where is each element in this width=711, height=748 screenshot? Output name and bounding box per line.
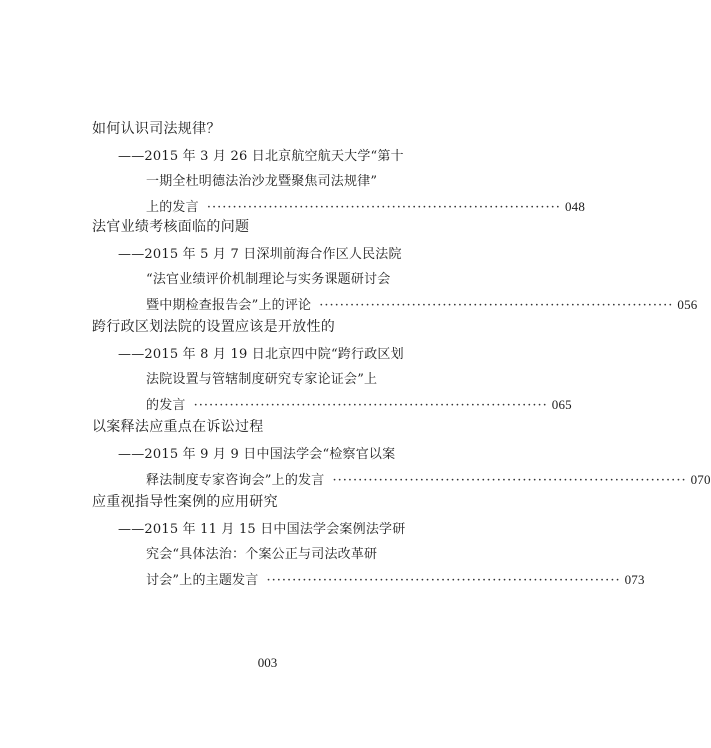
entry-title: 跨行政区划法院的设置应该是开放性的 xyxy=(92,319,336,335)
dot-leader: ····································································· xyxy=(266,573,621,588)
entry-desc-line: 上的发言 xyxy=(146,200,199,215)
page-number: 073 xyxy=(624,572,645,587)
entry-title: 应重视指导性案例的应用研究 xyxy=(92,494,278,510)
dot-leader: ····································································· xyxy=(206,200,561,215)
page-number: 070 xyxy=(690,472,711,487)
entry-desc-line: 暨中期检查报告会”上的评论 xyxy=(146,298,312,313)
entry-desc-line: 释法制度专家咨询会”上的发言 xyxy=(146,473,325,488)
entry-desc-line: ——2015 年 9 月 9 日中国法学会“检察官以案 xyxy=(118,447,396,462)
entry-desc-line: “法官业绩评价机制理论与实务课题研讨会 xyxy=(146,272,391,287)
toc-entry xyxy=(92,218,698,318)
toc-entry xyxy=(92,120,586,220)
entry-title: 如何认识司法规律？ xyxy=(92,121,221,137)
entry-desc-line: ——2015 年 11 月 15 日中国法学会案例法学研 xyxy=(118,522,406,537)
toc-entry xyxy=(92,318,572,418)
dot-leader: ····································································· xyxy=(319,298,674,313)
dot-leader: ····································································· xyxy=(193,398,548,413)
entry-desc-last-line xyxy=(146,392,572,418)
entry-desc-last-line xyxy=(146,567,645,593)
entry-desc-line: ——2015 年 8 月 19 日北京四中院“跨行政区划 xyxy=(118,347,404,362)
toc-entry xyxy=(92,418,711,493)
entry-title: 以案释法应重点在诉讼过程 xyxy=(92,419,264,435)
entry-desc-line: ——2015 年 3 月 26 日北京航空航天大学“第十 xyxy=(118,149,404,164)
dot-leader: ····································································· xyxy=(332,473,687,488)
entry-desc-last-line xyxy=(146,292,698,318)
page-number: 065 xyxy=(551,397,572,412)
page-number: 048 xyxy=(564,199,586,214)
entry-desc-line: 的发言 xyxy=(146,398,186,413)
entry-desc-last-line xyxy=(146,194,586,220)
entry-desc-line: 究会“具体法治：个案公正与司法改革研 xyxy=(146,547,378,562)
entry-desc-line: 一期全杜明德法治沙龙暨聚焦司法规律” xyxy=(146,174,378,189)
entry-desc-line: ——2015 年 5 月 7 日深圳前海合作区人民法院 xyxy=(118,247,402,262)
entry-desc-line: 法院设置与管辖制度研究专家论证会”上 xyxy=(146,372,378,387)
toc-entry xyxy=(92,493,645,593)
page-folio: 003 xyxy=(257,655,278,670)
entry-desc-last-line xyxy=(146,467,711,493)
entry-title: 法官业绩考核面临的问题 xyxy=(92,219,250,235)
entry-desc-line: 讨会”上的主题发言 xyxy=(146,573,259,588)
page-number: 056 xyxy=(677,297,698,312)
